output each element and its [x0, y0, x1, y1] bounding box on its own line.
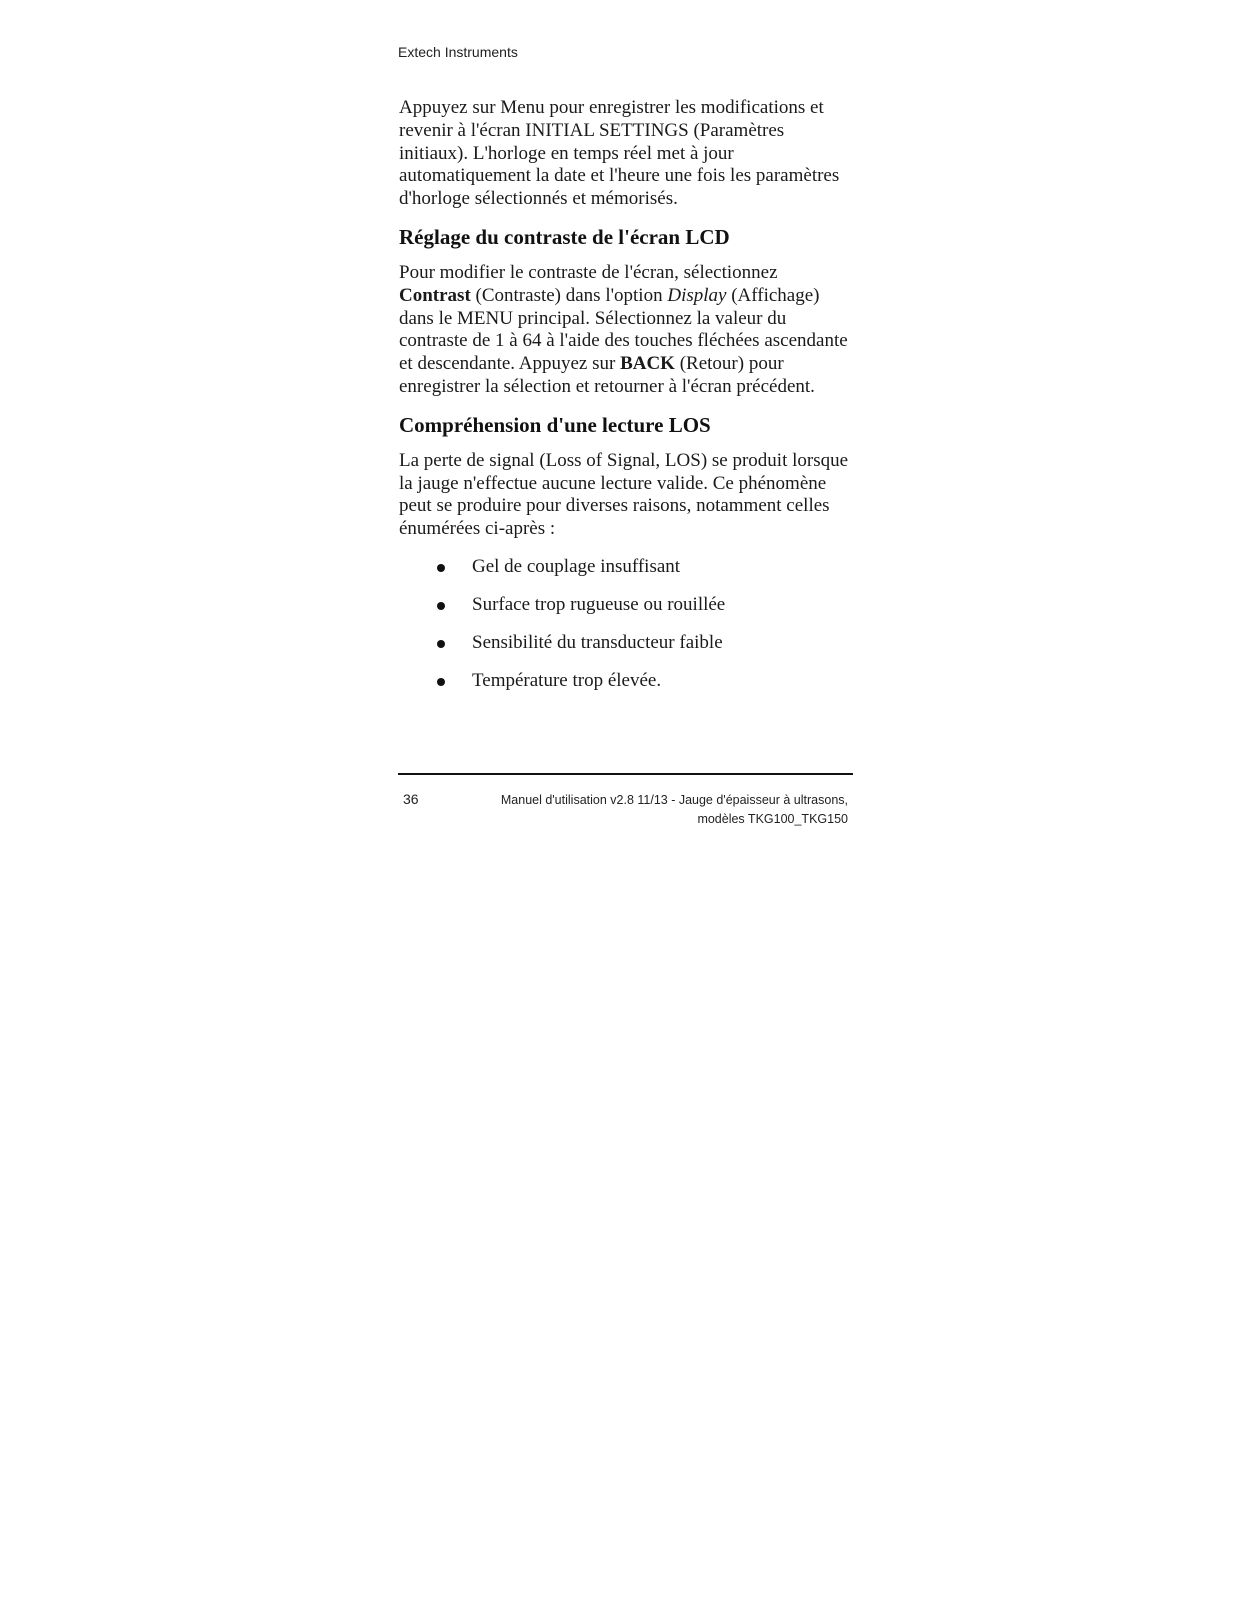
list-item	[399, 555, 851, 578]
footer-line-2: modèles TKG100_TKG150	[697, 812, 848, 826]
list-item-text: Surface trop rugueuse ou rouillée	[472, 593, 726, 615]
contrast-text-3: (Affichage) dans le MENU principal. Sélectionnez la valeur du contraste de 1 à 64 à l'aide des touches fléchées ascendante et descendante. Appuyez sur	[399, 284, 848, 375]
los-causes-list	[399, 555, 851, 692]
contrast-option-label: Contrast	[399, 284, 471, 306]
footer-divider	[398, 773, 853, 775]
list-item	[399, 593, 851, 616]
list-item-text: Température trop élevée.	[472, 669, 662, 691]
footer-line-1: Manuel d'utilisation v2.8 11/13 - Jauge d'épaisseur à ultrasons,	[500, 793, 848, 807]
bullet-icon	[437, 602, 445, 610]
intro-paragraph: Appuyez sur Menu pour enregistrer les modifications et revenir à l'écran INITIAL SETTINGS (Paramètres initiaux). L'horloge en temps réel met à jour automatiquement la date et l'heure une fois les paramètres d'horloge sélectionnés et mémorisés.	[399, 97, 840, 210]
list-item-text: Gel de couplage insuffisant	[472, 555, 681, 577]
contrast-text-1: Pour modifier le contraste de l'écran, sélectionnez	[399, 261, 778, 283]
page-content	[399, 97, 851, 707]
contrast-heading: Réglage du contraste de l'écran LCD	[399, 224, 730, 249]
contrast-paragraph	[399, 262, 851, 399]
footer-title	[468, 791, 848, 829]
contrast-text-4: (Retour) pour enregistrer la sélection et retourner à l'écran précédent.	[399, 353, 815, 397]
los-paragraph: La perte de signal (Loss of Signal, LOS) se produit lorsque la jauge n'effectue aucune lecture valide. Ce phénomène peut se produire pour diverses raisons, notamment celles énumérées ci-après :	[399, 449, 849, 540]
bullet-icon	[437, 678, 445, 686]
page-number: 36	[403, 791, 419, 807]
back-key-label: BACK	[620, 353, 675, 375]
bullet-icon	[437, 640, 445, 648]
bullet-icon	[437, 564, 445, 572]
list-item	[399, 669, 851, 692]
list-item	[399, 631, 851, 654]
los-heading: Compréhension d'une lecture LOS	[399, 412, 711, 437]
list-item-text: Sensibilité du transducteur faible	[472, 631, 723, 653]
display-option-label: Display	[667, 284, 727, 306]
page-header: Extech Instruments	[398, 44, 518, 60]
contrast-text-2: (Contraste) dans l'option	[470, 284, 668, 306]
